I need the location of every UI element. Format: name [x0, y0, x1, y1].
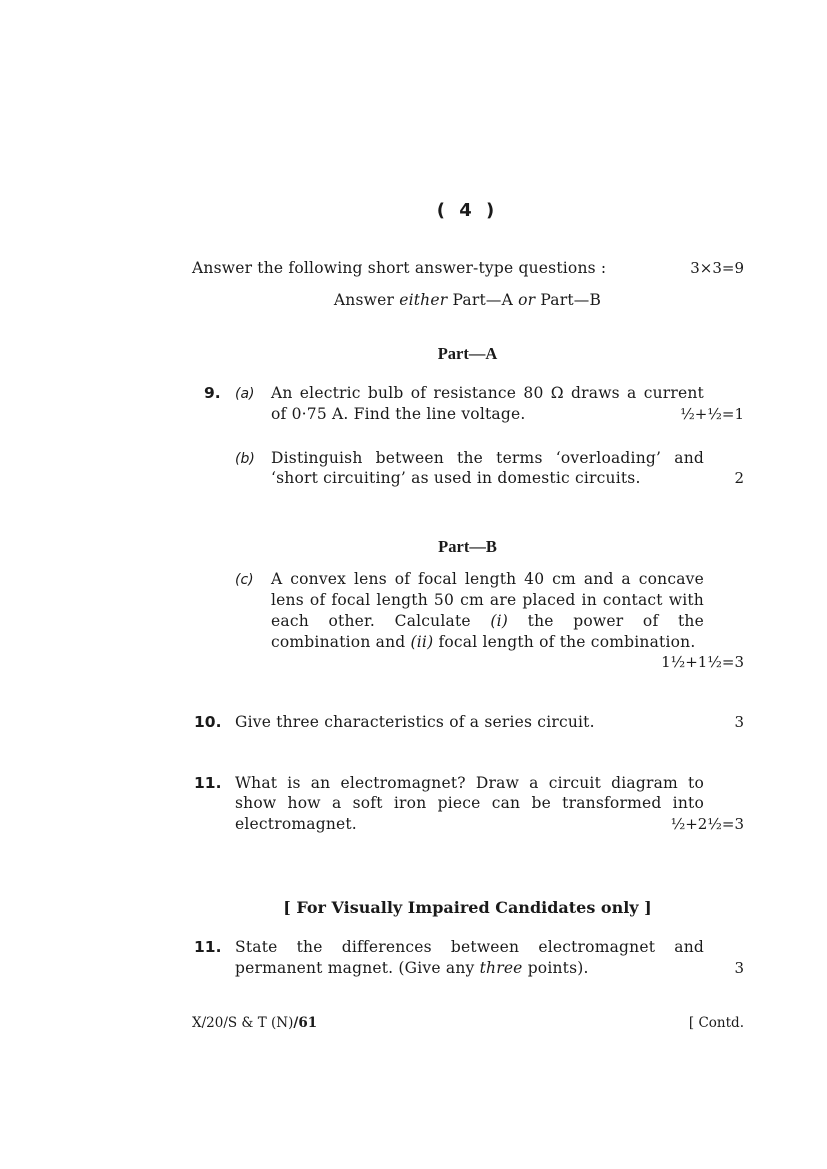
question-9b-line1: Distinguish between the terms ‘overloading’ and	[271, 449, 704, 467]
instruction-text: Answer the following short answer-type questions :	[192, 259, 607, 277]
question-9c-line2: lens of focal length 50 cm are placed in contact with	[271, 591, 704, 609]
question-11-line3: electromagnet.	[235, 815, 357, 833]
instruction-subtext: Answer either Part—A or Part—B	[333, 291, 602, 309]
question-9-number: 9.	[204, 384, 221, 402]
visually-impaired-heading: [ For Visually Impaired Candidates only ]	[283, 898, 652, 917]
question-9b-label: (b)	[235, 451, 255, 467]
question-9b-marks: 2	[734, 469, 744, 487]
question-9b-line2: ‘short circuiting’ as used in domestic circuits.	[271, 469, 641, 487]
instruction-marks: 3×3=9	[690, 259, 744, 277]
question-11-line1: What is an electromagnet? Draw a circuit diagram to	[235, 774, 704, 792]
question-11-vi-line2: permanent magnet. (Give any three points).	[235, 959, 589, 977]
question-9c-line1: A convex lens of focal length 40 cm and a concave	[271, 570, 704, 588]
question-11-line2: show how a soft iron piece can be transformed into	[235, 794, 704, 812]
question-9a-line2: of 0·75 A. Find the line voltage.	[271, 405, 526, 423]
question-9c-line4: combination and (ii) focal length of the combination.	[271, 633, 696, 651]
part-b-heading: Part—B	[438, 537, 497, 556]
question-11-number: 11.	[194, 774, 222, 792]
question-9c-line3: each other. Calculate (i) the power of the	[271, 612, 704, 630]
question-10-text: Give three characteristics of a series circuit.	[235, 713, 595, 731]
question-9c-marks: 1½+1½=3	[661, 653, 744, 671]
question-9a-line1: An electric bulb of resistance 80 Ω draws a current	[271, 384, 704, 402]
question-9a-marks: ½+½=1	[680, 405, 744, 423]
part-a-heading: Part—A	[437, 344, 498, 363]
question-11-marks: ½+2½=3	[670, 815, 744, 833]
question-11-vi-line1: State the differences between electromagnet and	[235, 938, 704, 956]
continued-label: [ Contd.	[688, 1015, 744, 1031]
page-number: ( 4 )	[436, 200, 499, 221]
question-10-marks: 3	[734, 713, 744, 731]
question-11-vi-number: 11.	[194, 938, 222, 956]
question-9c-label: (c)	[235, 572, 254, 588]
question-11-vi-marks: 3	[734, 959, 744, 977]
question-10-number: 10.	[194, 713, 222, 731]
question-9a-label: (a)	[235, 386, 255, 402]
paper-code: X/20/S & T (N)/61	[192, 1015, 318, 1031]
